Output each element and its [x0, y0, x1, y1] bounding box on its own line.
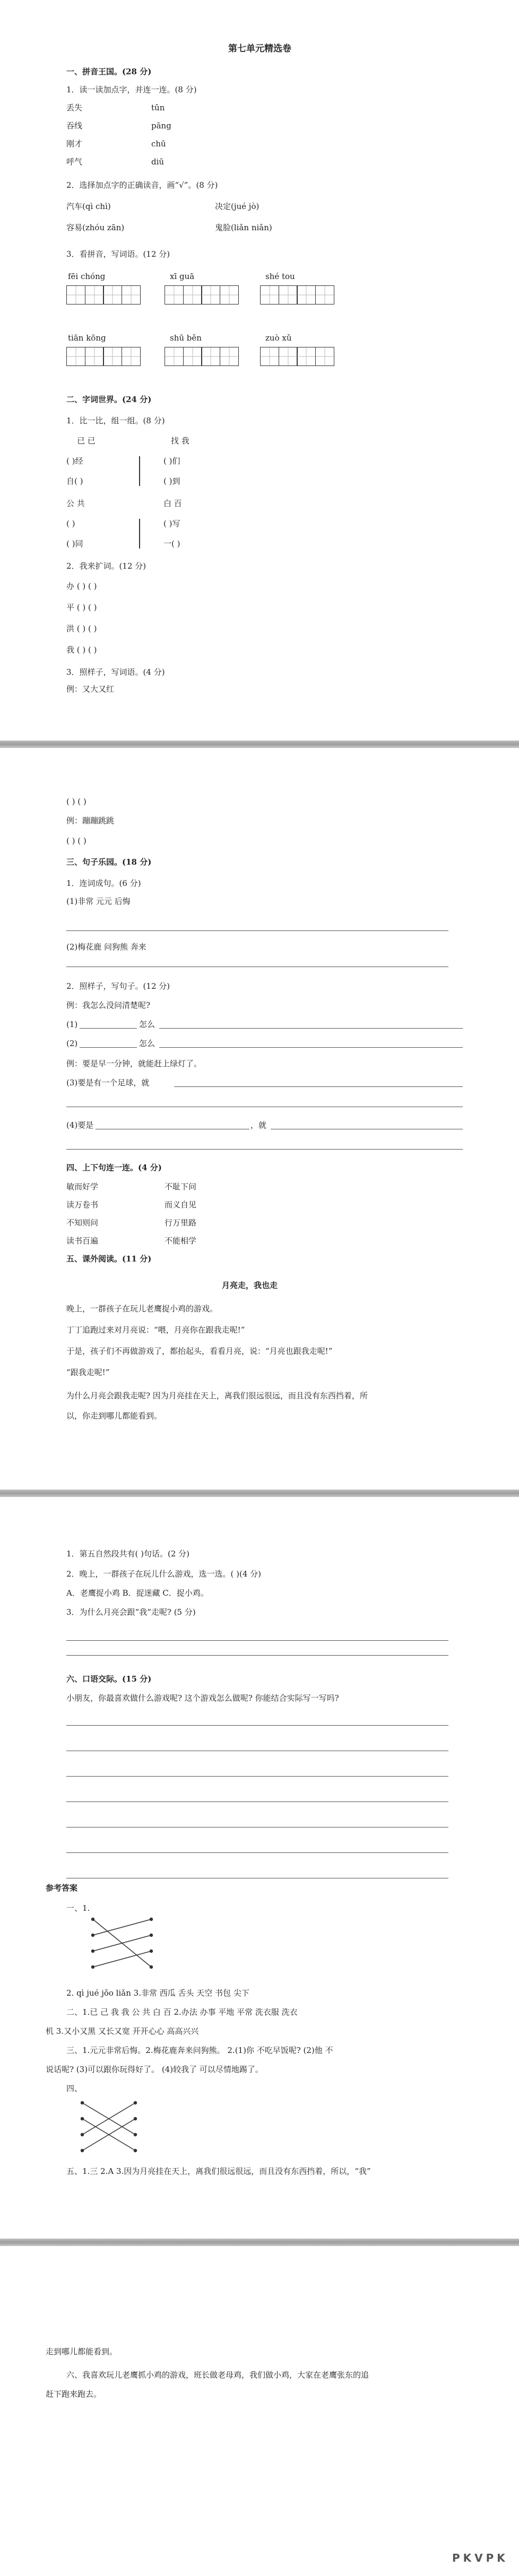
s4-right[interactable]: 行万里路 [165, 1218, 197, 1228]
answer-line[interactable] [66, 1776, 448, 1777]
answer-line-text: 2. qì jué jǒo liǎn 3.非常 西瓜 舌头 天空 书包 尖下 [66, 1988, 249, 1998]
answer-line-text: 一、1. [66, 1903, 90, 1913]
s3-q1: 1．连词成句。(6 分) [66, 878, 141, 888]
compare-blank[interactable]: ( )写 [163, 519, 180, 528]
pinyin: chū [151, 139, 166, 149]
compare-blank[interactable]: ( )同 [66, 539, 83, 549]
answer-line[interactable] [174, 1086, 463, 1087]
s1-q2-item: 决定(jué jò) [215, 202, 260, 211]
compare-blank[interactable]: 自( ) [66, 476, 83, 486]
compare-pair: 找 我 [171, 436, 189, 446]
s2-q1: 1．比一比，组一组。(8 分) [66, 416, 165, 425]
section-3-heading: 三、句子乐园。(18 分) [66, 857, 152, 867]
passage-line: “跟我走呢!” [66, 1368, 110, 1377]
answers-heading: 参考答案 [46, 1883, 78, 1893]
compare-blank[interactable]: ( )到 [163, 476, 180, 486]
expand-row[interactable]: 平 ( ) ( ) [66, 603, 97, 612]
grid-label: zuò xǔ [265, 333, 292, 343]
writing-grid[interactable] [165, 285, 238, 304]
expand-row[interactable]: 我 ( ) ( ) [66, 645, 97, 655]
answer-line[interactable] [80, 1047, 137, 1048]
reading-q2: 2．晚上，一群孩子在玩儿什么游戏，选一选。( )(4 分) [66, 1569, 262, 1579]
compare-blank[interactable]: ( ) [66, 519, 75, 528]
grid-label: fēi chóng [68, 272, 106, 281]
writing-grid[interactable] [66, 347, 140, 366]
s2-q3: 3．照样子，写词语。(4 分) [66, 667, 165, 677]
s3-item: 怎么 [139, 1039, 155, 1048]
answer-line[interactable] [66, 1149, 463, 1150]
s1-q2-item: 容易(zhóu zān) [66, 223, 125, 232]
grid-label: shū běn [170, 333, 202, 343]
answer-line[interactable] [66, 1655, 448, 1656]
answer-line-text: 赶下跑来跑去。 [46, 2389, 102, 2399]
expand-row[interactable]: 洪 ( ) ( ) [66, 624, 97, 633]
word: 呼气 [66, 157, 83, 167]
s1-q2: 2．选择加点字的正确读音，画“√”。(8 分) [66, 180, 218, 190]
passage-line: 以，你走到哪儿都能看到。 [66, 1411, 162, 1421]
page-1 [0, 0, 519, 741]
section-4-heading: 四、上下句连一连。(4 分) [66, 1163, 162, 1172]
answer-line-text: 走到哪儿都能看到。 [46, 2347, 118, 2356]
answer-line[interactable] [159, 1047, 463, 1048]
compare-blank[interactable]: 一( ) [163, 539, 180, 549]
s3-q2: 2．照样子，写句子。(12 分) [66, 981, 170, 991]
s4-left[interactable]: 读万卷书 [66, 1200, 99, 1209]
page-4 [0, 2246, 519, 2576]
pinyin: pāng [151, 121, 171, 130]
page-title: 第七单元精选卷 [228, 43, 291, 54]
writing-grid[interactable] [165, 347, 238, 366]
blank-pair[interactable]: ( ) ( ) [66, 836, 87, 846]
s4-left[interactable]: 敏而好学 [66, 1182, 99, 1191]
watermark-logo: PKVPK [452, 2552, 508, 2564]
writing-grid[interactable] [260, 285, 333, 304]
s3-item: (1)非常 元元 后悔 [66, 897, 131, 906]
grid-label: xī guā [170, 272, 195, 281]
page-separator [0, 2239, 519, 2246]
answer-line[interactable] [66, 1852, 448, 1853]
passage-title: 月亮走，我也走 [222, 1281, 278, 1290]
s3-item: (3)要是有一个足球，就 [66, 1078, 150, 1087]
answer-line[interactable] [66, 1725, 448, 1726]
reading-q2-options: A．老鹰捉小鸡 B．捉迷藏 C．捉小鸡。 [66, 1588, 209, 1598]
compare-pair: 公 共 [66, 499, 85, 508]
reading-q1: 1．第五自然段共有( )句话。(2 分) [66, 1549, 190, 1559]
s3-item: (4)要是 [66, 1120, 94, 1130]
answer-line-text: 二、1.已 己 我 我 公 共 白 百 2.办法 办事 平地 平常 洗衣服 洗衣 [66, 2007, 298, 2017]
section-5-heading: 五、课外阅读。(11 分) [66, 1254, 152, 1264]
compare-pair: 白 百 [163, 499, 182, 508]
page-3 [0, 1497, 519, 2239]
s1-q2-item: 汽车(qì chì) [66, 202, 111, 211]
s3-item: (1) [66, 1020, 78, 1029]
section-2-heading: 二、字词世界。(24 分) [66, 395, 152, 404]
s3-example: 例：我怎么没问清楚呢? [66, 1000, 151, 1010]
answer-line[interactable] [80, 1028, 137, 1029]
section-6-heading: 六、口语交际。(15 分) [66, 1674, 152, 1684]
s4-right[interactable]: 不能相学 [165, 1236, 197, 1246]
page-2 [0, 748, 519, 1490]
answer-line[interactable] [66, 930, 448, 931]
page-separator [0, 1490, 519, 1497]
s4-right[interactable]: 不耻下问 [165, 1182, 197, 1191]
s1-q3: 3．看拼音，写词语。(12 分) [66, 249, 170, 259]
s1-q1: 1．读一读加点字，并连一连。(8 分) [66, 85, 197, 94]
section-1-heading: 一、拼音王国。(28 分) [66, 67, 152, 76]
answer-line-text: 说话呢? (3)可以跟你玩得好了。 (4)较我了 可以尽情地踢了。 [46, 2065, 263, 2074]
answer-line-text: 六、我喜欢玩儿老鹰抓小鸡的游戏，班长做老母鸡，我们做小鸡，大家在老鹰张东的追 [66, 2370, 369, 2380]
answer-line-text: 三、1.元元非常后悔。2.梅花鹿奔来问狗熊。 2.(1)你 不吃早饭呢? (2)他 不 [66, 2046, 333, 2055]
answer-line[interactable] [66, 1640, 448, 1641]
blank-pair[interactable]: ( ) ( ) [66, 797, 87, 806]
answer-line-text: 机 3.又小又黑 又长又宽 开开心心 高高兴兴 [46, 2026, 199, 2036]
grid-label: tiān kōng [68, 333, 106, 343]
pinyin: diū [151, 157, 165, 167]
matching-lines-diagram [90, 1914, 154, 1972]
passage-line: 于是，孩子们不再做游戏了，都抬起头，看看月亮，说：“月亮也跟我走呢!” [66, 1346, 333, 1356]
compare-blank[interactable]: ( )经 [66, 456, 83, 466]
passage-line: 丁丁追跑过来对月亮说：“喂，月亮你在跟我走呢!” [66, 1325, 245, 1335]
compare-pair: 已 已 [77, 436, 96, 446]
reading-q3: 3．为什么月亮会跟“我”走呢? (5 分) [66, 1607, 196, 1617]
word: 吞线 [66, 121, 83, 130]
word: 丢失 [66, 103, 83, 112]
s3-example: 例：要是早一分钟，就能赶上绿灯了。 [66, 1059, 202, 1068]
divider [139, 456, 140, 486]
s4-left[interactable]: 不知则问 [66, 1218, 99, 1228]
pinyin: tūn [151, 103, 165, 112]
s4-left[interactable]: 读书百遍 [66, 1236, 99, 1246]
matching-lines-diagram [80, 2098, 138, 2156]
expand-row[interactable]: 办 ( ) ( ) [66, 581, 97, 591]
s2-q2: 2．我来扩词。(12 分) [66, 561, 146, 571]
s3-item: (2)梅花鹿 问狗熊 奔来 [66, 942, 146, 952]
s3-item: 怎么 [139, 1020, 155, 1029]
s2-example: 例：又大又红 [66, 684, 115, 694]
s6-prompt: 小朋友，你最喜欢做什么游戏呢? 这个游戏怎么做呢? 你能结合实际写一写吗? [66, 1693, 339, 1703]
s1-q2-item: 鬼脸(liǎn niǎn) [215, 223, 272, 232]
word: 刚才 [66, 139, 83, 149]
s3-item: (2) [66, 1039, 78, 1048]
s4-right[interactable]: 而义自见 [165, 1200, 197, 1209]
writing-grid[interactable] [66, 285, 140, 304]
answer-line-text: 五、1.三 2.A 3.因为月亮挂在天上，离我们很远很远，而且没有东西挡着，所以，“我” [66, 2166, 371, 2176]
s3-item: ，就 [250, 1120, 267, 1130]
answer-line[interactable] [159, 1028, 463, 1029]
compare-blank[interactable]: ( )们 [163, 456, 180, 466]
s2-example-2: 例：蹦蹦跳跳 [66, 816, 115, 825]
grid-label: shé tou [265, 272, 295, 281]
page-separator [0, 741, 519, 748]
passage-line: 晚上，一群孩子在玩儿老鹰捉小鸡的游戏。 [66, 1304, 218, 1313]
writing-grid[interactable] [260, 347, 333, 366]
passage-line: 为什么月亮会跟我走呢? 因为月亮挂在天上，离我们很远很远，而且没有东西挡着，所 [66, 1391, 368, 1400]
answer-line-text: 四、 [66, 2084, 83, 2093]
divider [139, 519, 140, 549]
